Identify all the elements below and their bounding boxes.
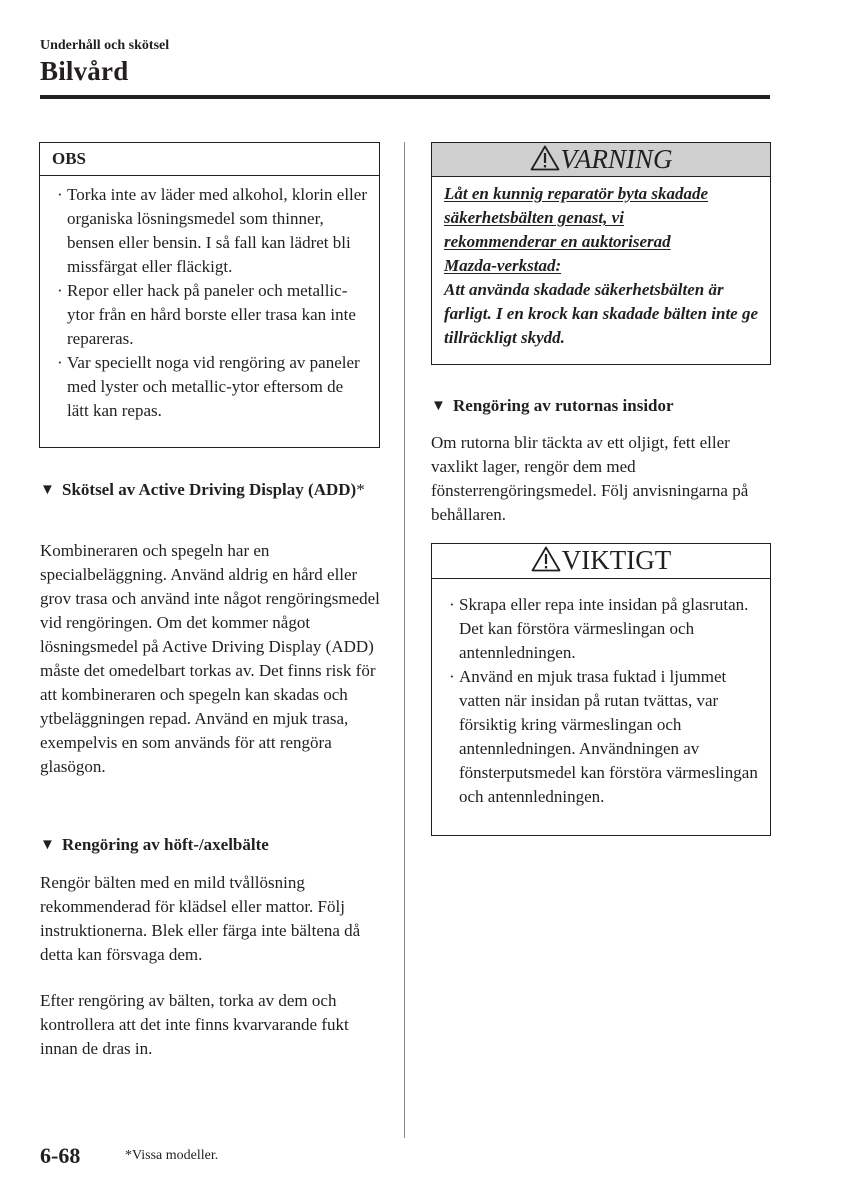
warning-line: Låt en kunnig reparatör byta skadade (444, 184, 708, 203)
triangle-down-icon: ▼ (40, 482, 55, 498)
header-rule (40, 95, 770, 99)
obs-box (39, 142, 380, 448)
window-heading (431, 394, 771, 418)
window-paragraph: Om rutorna blir täckta av ett oljigt, fett eller vaxlikt lager, rengör dem med fönsterrengöringsmedel. Följ anvisningarna på behållaren. (431, 433, 749, 524)
important-item: · Skrapa eller repa inte insidan på glasrutan. Det kan förstöra värmeslingan och antennledningen. (449, 593, 760, 665)
important-heading: VIKTIGT (561, 545, 672, 575)
obs-item: · Var speciellt noga vid rengöring av paneler med lyster och metallic-ytor eftersom de lätt kan repas. (57, 351, 369, 423)
add-heading (40, 478, 380, 502)
add-heading-mark: * (356, 480, 365, 499)
section-label: Underhåll och skötsel (40, 38, 170, 53)
obs-heading: OBS (40, 143, 379, 176)
add-heading-text: Skötsel av Active Driving Display (ADD) (62, 480, 357, 499)
add-paragraph: Kombineraren och spegeln har en specialbeläggning. Använd aldrig en hård eller grov trasa och använd inte något rengöringsmedel vid rengöringen. Om det kommer något lösningsmedel på Active Driving Display (ADD) måste det omedelbart torkas av. Det finns risk för att kombineraren och spegeln kan skadas och ytbeläggningen repad. Använd en mjuk trasa, exempelvis en som används för att rengöra glasögon. (40, 541, 380, 776)
triangle-down-icon: ▼ (431, 398, 446, 414)
important-box (431, 543, 771, 836)
warning-icon (530, 145, 560, 171)
belt-paragraph-2: Efter rengöring av bälten, torka av dem och kontrollera att det inte finns kvarvarande fukt innan de dras in. (40, 991, 349, 1058)
important-header (432, 544, 770, 579)
warning-line: säkerhetsbälten genast, vi (444, 208, 624, 227)
belt-heading-text: Rengöring av höft-/axelbälte (62, 835, 269, 854)
warning-icon (531, 546, 561, 572)
page-number: 6-68 (40, 1143, 81, 1168)
warning-line: rekommenderar en auktoriserad (444, 232, 671, 251)
warning-header (432, 143, 770, 177)
belt-heading (40, 833, 380, 857)
important-list (449, 593, 760, 809)
warning-box (431, 142, 771, 365)
warning-body (432, 177, 770, 350)
column-divider (404, 142, 405, 1138)
obs-item: · Repor eller hack på paneler och metallic-ytor från en hård borste eller trasa kan inte repareras. (57, 279, 369, 351)
window-heading-text: Rengöring av rutornas insidor (453, 396, 674, 415)
obs-item: · Torka inte av läder med alkohol, klorin eller organiska lösningsmedel som thinner, bensen eller bensin. I så fall kan lädret bli missfärgat eller fläckigt. (57, 183, 369, 279)
important-item: · Använd en mjuk trasa fuktad i ljummet vatten när insidan på rutan tvättas, var försiktig kring värmeslingan och antennledningen. Användningen av fönsterputsmedel kan förstöra värmeslingan och antennledningen. (449, 665, 760, 809)
footnote: *Vissa modeller. (125, 1148, 219, 1163)
belt-paragraph-1: Rengör bälten med en mild tvållösning rekommenderad för klädsel eller mattor. Följ instruktionerna. Blek eller färga inte bältena då detta kan försvaga dem. (40, 873, 361, 964)
warning-line: Mazda-verkstad: (444, 256, 562, 275)
page-title: Bilvård (40, 56, 129, 86)
warning-heading: VARNING (560, 144, 673, 174)
triangle-down-icon: ▼ (40, 837, 55, 853)
warning-text: Att använda skadade säkerhetsbälten är farligt. I en krock kan skadade bälten inte ge tillräckligt skydd. (444, 280, 759, 347)
obs-list (57, 183, 369, 423)
